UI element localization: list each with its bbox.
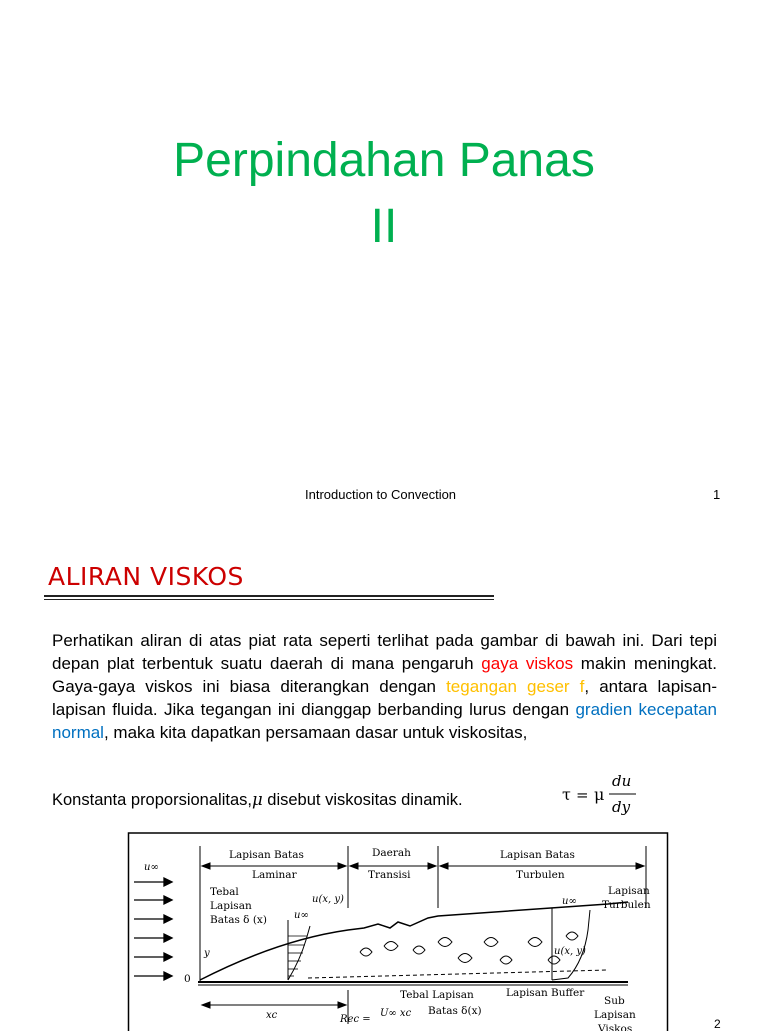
slide-2: [0, 512, 768, 1031]
formula-equals: =: [576, 786, 589, 804]
slide-title-line-1: Perpindahan Panas: [173, 134, 595, 187]
label-re: Rec =: [340, 1014, 371, 1025]
paragraph-text-1: Perhatikan aliran di atas piat rata seperti terlihat pada gambar di bawah ini. Dari tepi depan plat terbentuk suatu daerah di mana pengaruh: [52, 631, 717, 673]
label-sub-2: Lapisan: [594, 1009, 636, 1021]
label-tebal-bottom-2: Batas δ(x): [428, 1005, 482, 1017]
section-heading: ALIRAN VISKOS: [48, 562, 244, 591]
body-paragraph: [52, 629, 717, 744]
label-laminar-2: Laminar: [252, 869, 297, 881]
label-u-inf: u∞: [144, 862, 159, 873]
label-transisi-1: Daerah: [372, 847, 411, 859]
label-xc: xc: [266, 1010, 278, 1021]
label-lapisan-turbulen-2: Turbulen: [602, 899, 651, 911]
label-sub-1: Sub: [604, 995, 625, 1007]
label-tebal-2: Lapisan: [210, 900, 252, 912]
label-origin: 0: [184, 973, 191, 985]
konstanta-after: disebut viskositas dinamik.: [262, 791, 463, 809]
boundary-layer-diagram: [128, 830, 668, 1031]
label-re-numerator: U∞ xc: [380, 1008, 412, 1019]
label-tebal-bottom-1: Tebal Lapisan: [400, 989, 474, 1001]
label-tebal-3: Batas δ (x): [210, 914, 267, 926]
label-y-axis: y: [204, 948, 210, 959]
slide-title-line-2: II: [370, 200, 398, 253]
label-u-inf-turb: u∞: [562, 896, 577, 907]
footer-title: Introduction to Convection: [305, 487, 457, 502]
highlight-tegangan-geser: tegangan geser f: [446, 677, 585, 696]
paragraph-text-2: makin meningkat. Gaya-gaya viskos ini biasa diterangkan dengan: [52, 654, 717, 696]
label-turbulen-2: Turbulen: [516, 869, 565, 881]
paragraph-text-3: , antara lapisan-lapisan fluida. Jika tegangan ini dianggap berbanding lurus dengan: [52, 677, 718, 719]
formula-tau: τ: [562, 785, 571, 804]
label-sub-3: Viskos: [598, 1023, 633, 1031]
mu-symbol: μ: [251, 790, 263, 809]
label-laminar-1: Lapisan Batas: [229, 849, 304, 861]
slide-1: [0, 0, 768, 512]
label-u-inf-profile: u∞: [294, 910, 309, 921]
label-turbulen-1: Lapisan Batas: [500, 849, 575, 861]
label-u-xy-turb: u(x, y): [554, 946, 586, 957]
page-number: 2: [714, 1017, 721, 1031]
footer-page-number: 1: [713, 487, 721, 502]
formula-numerator: du: [612, 772, 632, 790]
label-transisi-2: Transisi: [368, 869, 411, 881]
konstanta-line: [52, 790, 463, 810]
diagram-frame: [129, 833, 668, 1031]
paragraph-text-4: , maka kita dapatkan persamaan dasar untuk viskositas,: [103, 723, 528, 742]
viscosity-formula: [562, 770, 642, 816]
heading-underline: [44, 595, 494, 597]
label-u-xy: u(x, y): [312, 894, 344, 905]
turbulent-eddies: [360, 932, 578, 964]
label-tebal-1: Tebal: [210, 886, 239, 898]
label-lapisan-buffer: Lapisan Buffer: [506, 987, 585, 999]
label-lapisan-turbulen-1: Lapisan: [608, 885, 650, 897]
konstanta-before: Konstanta proporsionalitas,: [52, 791, 252, 809]
formula-mu: μ: [594, 785, 605, 804]
buffer-line: [308, 970, 608, 978]
turbulent-profile: [552, 910, 590, 980]
formula-denominator: dy: [612, 798, 631, 816]
highlight-gaya-viskos: gaya viskos: [481, 654, 574, 673]
heading-underline-thin: [44, 599, 494, 600]
highlight-gradien: gradien kecepatan normal: [52, 700, 717, 742]
